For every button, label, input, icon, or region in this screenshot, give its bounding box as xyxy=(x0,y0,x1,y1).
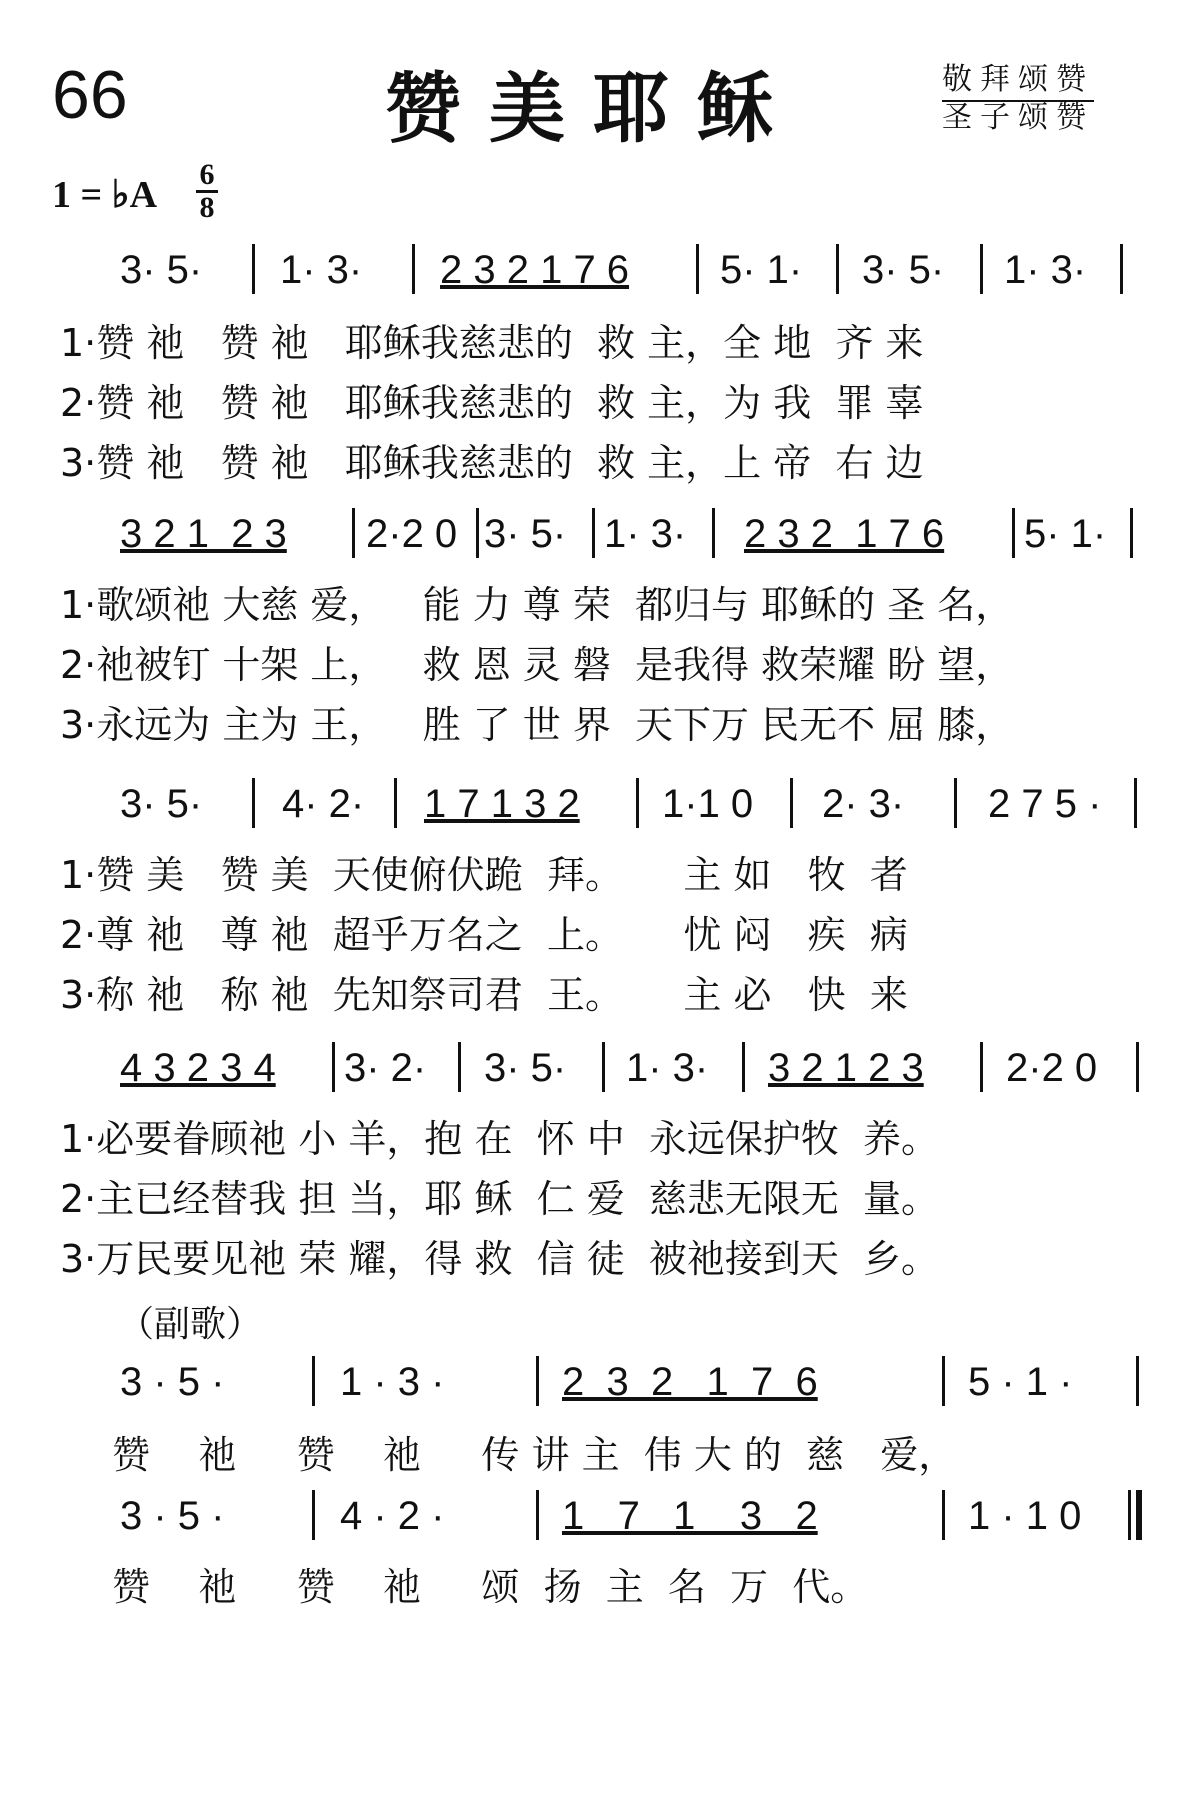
notes-measure: 3· 2· xyxy=(344,1046,427,1090)
notes-measure: 3 · 5 · xyxy=(120,1494,225,1538)
notes-measure: 4· 2· xyxy=(282,782,365,826)
lyric-verse-3: 3·称 祂 称 祂 先知祭司君 王。 主 必 快 来 xyxy=(60,973,908,1017)
notes-measure: 5· 1· xyxy=(720,248,803,292)
hymn-number: 66 xyxy=(52,57,128,133)
key-signature: 1 = ♭A xyxy=(52,174,158,216)
lyric-verse-3: 3·赞 祂 赞 祂 耶稣我慈悲的 救 主，上 帝 右 边 xyxy=(60,441,924,485)
notes-measure: 1· 3· xyxy=(626,1046,709,1090)
notes-measure: 4 · 2 · xyxy=(340,1494,445,1538)
refrain-lyric-line-2: 赞 祂 赞 祂 颂 扬 主 名 万 代。 xyxy=(112,1565,869,1609)
notes-measure: 1· 3· xyxy=(604,512,687,556)
lyric-verse-1: 1·赞 祂 赞 祂 耶稣我慈悲的 救 主，全 地 齐 来 xyxy=(60,321,924,365)
notes-measure: 3 · 5 · xyxy=(120,1360,225,1404)
subcategory-label: 圣子颂赞 xyxy=(942,100,1094,135)
time-sig-top: 6 xyxy=(199,158,215,191)
notes-measure: 1 · 1 0 xyxy=(968,1494,1082,1538)
notes-measure: 2·2 0 xyxy=(366,512,458,556)
lyric-verse-1: 1·必要眷顾祂 小 羊，抱 在 怀 中 永远保护牧 养。 xyxy=(60,1117,940,1161)
notes-measure: 1· 3· xyxy=(280,248,363,292)
notes-measure: 5 · 1 · xyxy=(968,1360,1073,1404)
time-signature xyxy=(196,160,218,223)
lyric-verse-1: 1·歌颂祂 大慈 爱， 能 力 尊 荣 都归与 耶稣的 圣 名， xyxy=(60,583,1014,627)
notes-measure: 1 7 1 3 2 xyxy=(424,782,580,826)
notes-measure: 5· 1· xyxy=(1024,512,1107,556)
notes-measure: 4 3 2 3 4 xyxy=(120,1046,276,1090)
notes-measure: 3 2 1 2 3 xyxy=(120,512,287,556)
lyric-verse-3: 3·永远为 主为 王， 胜 了 世 界 天下万 民无不 屈 膝， xyxy=(60,703,1014,747)
notes-measure: 3· 5· xyxy=(120,248,203,292)
lyric-verse-1: 1·赞 美 赞 美 天使俯伏跪 拜。 主 如 牧 者 xyxy=(60,853,908,897)
notes-measure: 3 2 1 2 3 xyxy=(768,1046,924,1090)
notes-measure: 2· 3· xyxy=(822,782,905,826)
notes-measure: 3· 5· xyxy=(484,1046,567,1090)
notes-measure: 3· 5· xyxy=(484,512,567,556)
lyric-verse-3: 3·万民要见祂 荣 耀，得 救 信 徒 被祂接到天 乡。 xyxy=(60,1237,940,1281)
notes-measure: 2 7 5 · xyxy=(988,782,1102,826)
lyric-verse-2: 2·主已经替我 担 当，耶 稣 仁 爱 慈悲无限无 量。 xyxy=(60,1177,940,1221)
notes-measure: 1 · 3 · xyxy=(340,1360,445,1404)
page-title: 赞美耶稣 xyxy=(385,64,801,153)
notes-measure: 2 3 2 1 7 6 xyxy=(562,1360,818,1404)
lyric-verse-2: 2·尊 祂 尊 祂 超乎万名之 上。 忧 闷 疾 病 xyxy=(60,913,908,957)
notes-measure: 2 3 2 1 7 6 xyxy=(744,512,945,556)
notes-measure: 2·2 0 xyxy=(1006,1046,1098,1090)
refrain-lyric-line-1: 赞 祂 赞 祂 传 讲 主 伟 大 的 慈 爱， xyxy=(112,1433,957,1477)
category-label: 敬拜颂赞 xyxy=(942,54,1094,102)
lyric-verse-2: 2·赞 祂 赞 祂 耶稣我慈悲的 救 主，为 我 罪 辜 xyxy=(60,381,924,425)
notes-measure: 1·1 0 xyxy=(662,782,754,826)
lyric-verse-2: 2·祂被钉 十架 上， 救 恩 灵 磐 是我得 救荣耀 盼 望， xyxy=(60,643,1014,687)
notes-measure: 2 3 2 1 7 6 xyxy=(440,248,630,292)
time-sig-bottom: 8 xyxy=(199,191,215,224)
notes-measure: 1 7 1 3 2 xyxy=(562,1494,818,1538)
refrain-label: （副歌） xyxy=(118,1304,263,1345)
notes-measure: 3· 5· xyxy=(120,782,203,826)
notes-measure: 1· 3· xyxy=(1004,248,1087,292)
notes-measure: 3· 5· xyxy=(862,248,945,292)
